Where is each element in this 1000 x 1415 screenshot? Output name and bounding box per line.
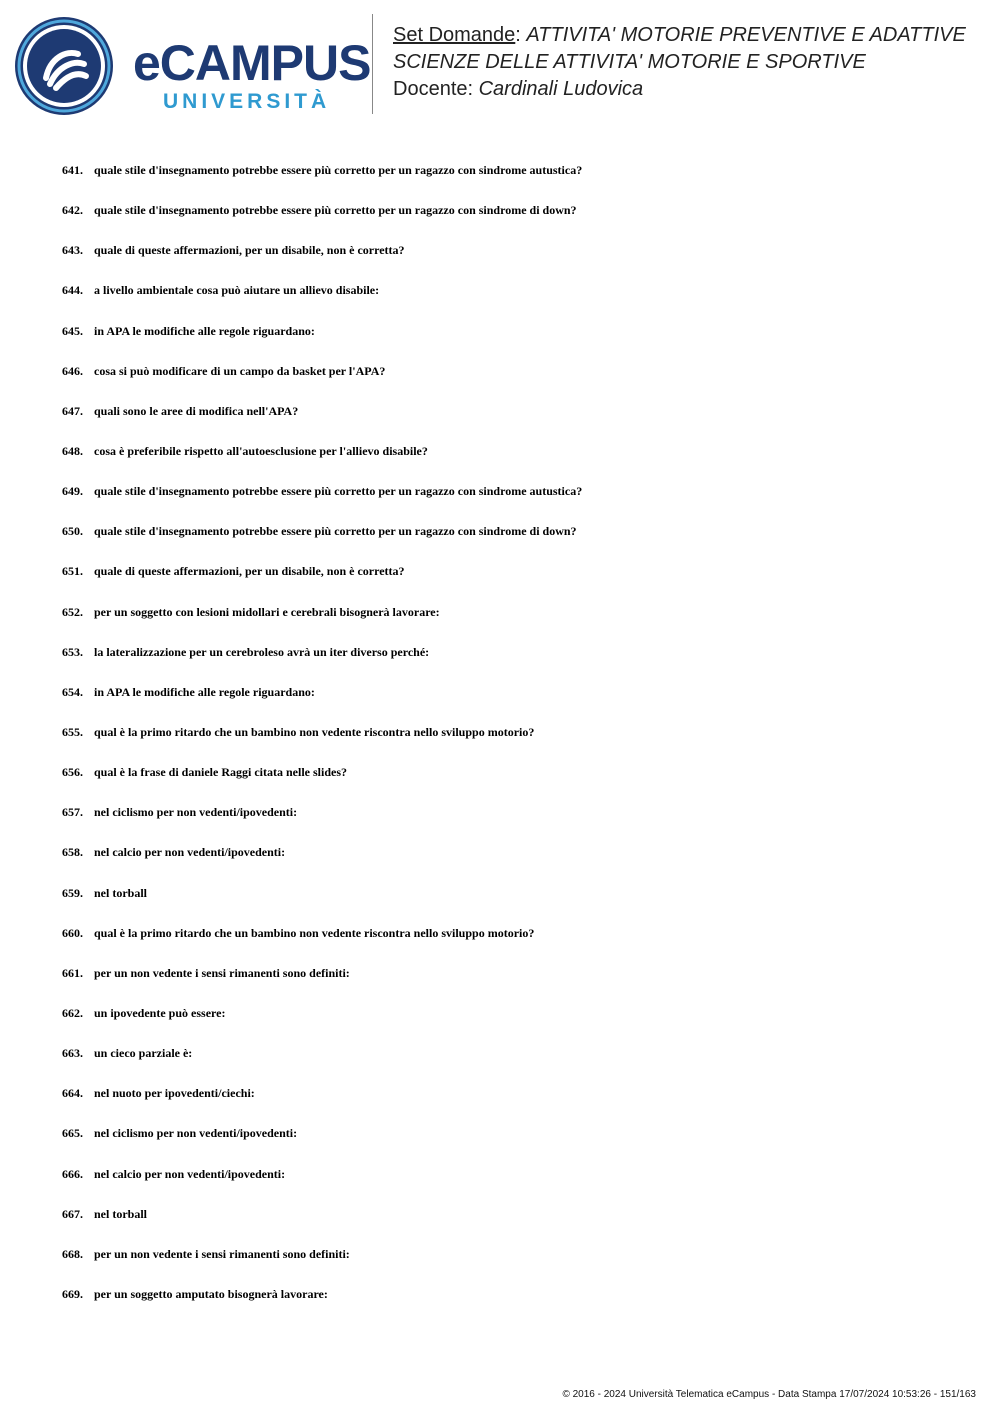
question-number: 643. — [62, 243, 83, 258]
question-number: 666. — [62, 1166, 83, 1181]
question-text: per un soggetto amputato bisognerà lavorare: — [94, 1286, 328, 1301]
question-item — [62, 1126, 582, 1166]
question-item — [62, 886, 582, 926]
question-text: in APA le modifiche alle regole riguardano: — [94, 323, 315, 338]
question-text: nel calcio per non vedenti/ipovedenti: — [94, 1166, 286, 1181]
question-text: per un non vedente i sensi rimanenti sono definiti: — [94, 965, 350, 980]
question-text: quale stile d'insegnamento potrebbe essere più corretto per un ragazzo con sindrome autustica? — [94, 163, 583, 177]
question-text: nel torball — [94, 1206, 147, 1221]
set-sep: : — [515, 24, 527, 46]
question-text: nel ciclismo per non vedenti/ipovedenti: — [94, 1126, 298, 1141]
question-number: 669. — [62, 1286, 83, 1301]
question-item — [62, 805, 582, 845]
question-number: 660. — [62, 925, 83, 940]
question-text: a livello ambientale cosa può aiutare un allievo disabile: — [94, 283, 380, 298]
question-text: per un soggetto con lesioni midollari e cerebrali bisognerà lavorare: — [94, 604, 440, 619]
course-line — [393, 22, 966, 49]
question-item — [62, 845, 582, 885]
question-number: 641. — [62, 163, 83, 177]
question-text: cosa si può modificare di un campo da basket per l'APA? — [94, 363, 386, 378]
question-text: nel calcio per non vedenti/ipovedenti: — [94, 845, 286, 860]
question-number: 651. — [62, 564, 83, 579]
question-text: cosa è preferibile rispetto all'autoesclusione per l'allievo disabile? — [94, 443, 428, 458]
page-header — [0, 0, 1000, 130]
question-number: 649. — [62, 484, 83, 499]
question-text: nel nuoto per ipovedenti/ciechi: — [94, 1086, 255, 1101]
question-list — [62, 163, 582, 1327]
question-number: 657. — [62, 805, 83, 820]
question-item — [62, 1046, 582, 1086]
question-number: 653. — [62, 644, 83, 659]
question-item — [62, 926, 582, 966]
question-text: nel ciclismo per non vedenti/ipovedenti: — [94, 805, 298, 820]
question-item — [62, 404, 582, 444]
question-item — [62, 564, 582, 604]
header-info — [393, 22, 966, 103]
logo-wordmark — [133, 35, 371, 114]
question-text: la lateralizzazione per un cerebroleso avrà un iter diverso perché: — [94, 644, 430, 659]
question-item — [62, 524, 582, 564]
question-number: 650. — [62, 524, 83, 539]
question-item — [62, 1247, 582, 1287]
question-text: qual è la primo ritardo che un bambino non vedente riscontra nello sviluppo motorio? — [94, 925, 535, 940]
question-text: quale stile d'insegnamento potrebbe essere più corretto per un ragazzo con sindrome autustica? — [94, 484, 583, 499]
logo-sub-text: UNIVERSITÀ — [163, 90, 331, 113]
question-text: quale stile d'insegnamento potrebbe essere più corretto per un ragazzo con sindrome di down? — [94, 524, 577, 539]
teacher-label: Docente: — [393, 78, 479, 100]
question-item — [62, 966, 582, 1006]
question-item — [62, 444, 582, 484]
question-text: un ipovedente può essere: — [94, 1005, 226, 1020]
question-item — [62, 605, 582, 645]
question-number: 667. — [62, 1206, 83, 1221]
question-item — [62, 484, 582, 524]
question-number: 648. — [62, 443, 83, 458]
question-item — [62, 685, 582, 725]
question-item — [62, 1167, 582, 1207]
question-text: quale di queste affermazioni, per un disabile, non è corretta? — [94, 243, 405, 258]
question-text: quali sono le aree di modifica nell'APA? — [94, 403, 299, 418]
program-line — [393, 49, 966, 76]
question-number: 664. — [62, 1086, 83, 1101]
question-item — [62, 283, 582, 323]
question-number: 644. — [62, 283, 83, 298]
question-text: in APA le modifiche alle regole riguardano: — [94, 684, 315, 699]
question-number: 656. — [62, 765, 83, 780]
course-title: ATTIVITA' MOTORIE PREVENTIVE E ADATTIVE — [526, 24, 966, 46]
question-text: per un non vedente i sensi rimanenti sono definiti: — [94, 1246, 350, 1261]
question-item — [62, 725, 582, 765]
teacher-line — [393, 76, 966, 103]
question-item — [62, 1006, 582, 1046]
question-text: quale stile d'insegnamento potrebbe essere più corretto per un ragazzo con sindrome di down? — [94, 203, 577, 218]
question-text: quale di queste affermazioni, per un disabile, non è corretta? — [94, 564, 405, 579]
question-text: nel torball — [94, 885, 147, 900]
program-title: SCIENZE DELLE ATTIVITA' MOTORIE E SPORTIVE — [393, 51, 866, 73]
logo-brand-text: eCAMPUS — [133, 35, 371, 91]
question-item — [62, 1207, 582, 1247]
question-item — [62, 645, 582, 685]
question-number: 646. — [62, 363, 83, 378]
question-number: 645. — [62, 323, 83, 338]
question-number: 655. — [62, 724, 83, 739]
question-item — [62, 1287, 582, 1327]
page-footer: © 2016 - 2024 Università Telematica eCampus - Data Stampa 17/07/2024 10:53:26 - 151/163 — [562, 1389, 976, 1400]
question-item — [62, 1086, 582, 1126]
question-item — [62, 765, 582, 805]
question-number: 668. — [62, 1246, 83, 1261]
question-number: 652. — [62, 604, 83, 619]
teacher-name: Cardinali Ludovica — [478, 78, 644, 100]
question-item — [62, 364, 582, 404]
question-item — [62, 163, 582, 203]
question-number: 659. — [62, 885, 83, 900]
question-number: 662. — [62, 1005, 83, 1020]
question-item — [62, 243, 582, 283]
question-text: qual è la primo ritardo che un bambino non vedente riscontra nello sviluppo motorio? — [94, 724, 535, 739]
question-text: un cieco parziale è: — [94, 1046, 193, 1061]
question-text: qual è la frase di daniele Raggi citata nelle slides? — [94, 765, 347, 780]
question-number: 661. — [62, 965, 83, 980]
question-number: 665. — [62, 1126, 83, 1141]
question-item — [62, 203, 582, 243]
set-label: Set Domande — [393, 24, 516, 46]
question-number: 663. — [62, 1046, 83, 1061]
question-number: 642. — [62, 203, 83, 218]
header-divider — [372, 14, 373, 114]
question-item — [62, 324, 582, 364]
question-number: 647. — [62, 403, 83, 418]
question-number: 658. — [62, 845, 83, 860]
question-number: 654. — [62, 684, 83, 699]
